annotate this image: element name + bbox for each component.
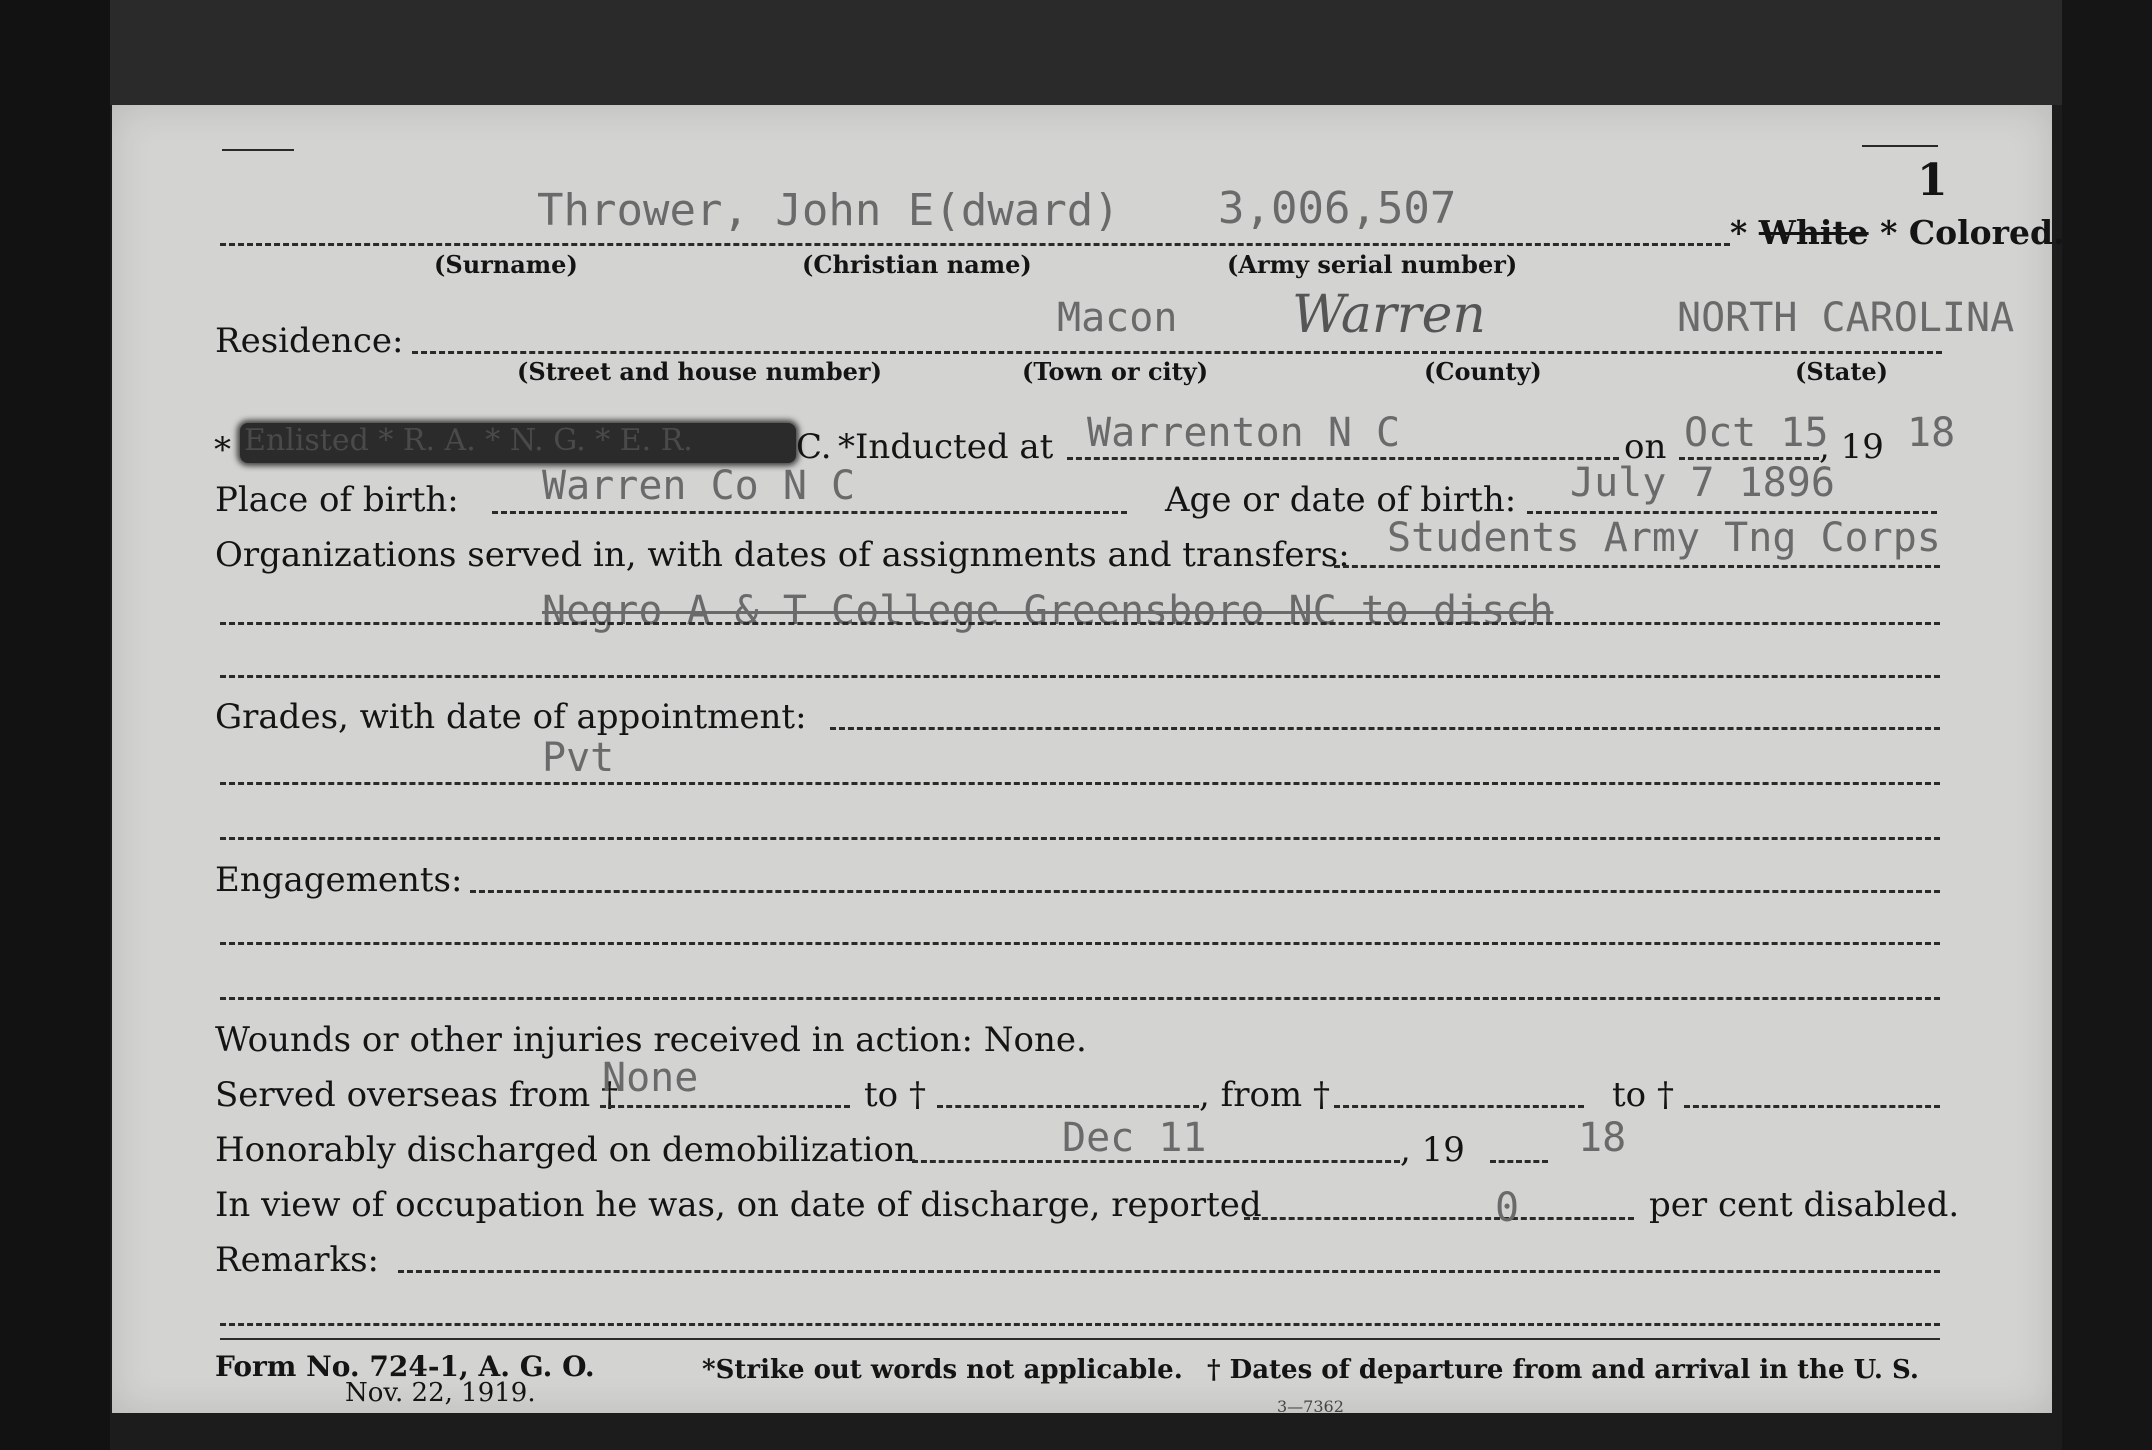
redacted-options-text: Enlisted * R. A. * N. G. * E. R. [244,423,693,458]
overseas-label: Served overseas from † [215,1075,619,1115]
organizations-value-line2: Negro A & T College Greensboro NC to disch [542,588,1554,634]
disability-label: In view of occupation he was, on date of discharge, reported [215,1185,1262,1225]
induction-year-prefix: , 19 [1819,427,1884,467]
discharge-year-prefix: , 19 [1400,1130,1465,1170]
serial-number-caption: (Army serial number) [1227,250,1518,279]
organizations-line3 [220,675,1940,678]
residence-state-value: NORTH CAROLINA [1677,295,2015,341]
county-caption: (County) [1424,357,1542,386]
discharge-label: Honorably discharged on demobilization [215,1130,916,1170]
discharge-year-value: 18 [1578,1115,1627,1161]
overseas-to-line-1 [937,1105,1199,1108]
overseas-from-line [600,1105,850,1108]
place-of-birth-line [492,511,1127,514]
induction-asterisk: * [214,430,231,470]
residence-line [412,351,1942,354]
residence-county-handwritten: Warren [1292,285,1486,345]
race-white-struck: White [1758,213,1869,252]
overseas-to-label-1: to † [864,1075,926,1115]
name-line [220,243,1730,246]
disability-line [1244,1217,1634,1220]
scan-backdrop-top [110,0,2062,105]
age-value: July 7 1896 [1570,460,1835,506]
age-line [1527,511,1937,514]
overseas-to-line-2 [1684,1105,1940,1108]
corner-rule-left [222,149,294,151]
organizations-value-line1: Students Army Tng Corps [1387,515,1941,561]
remarks-label: Remarks: [215,1240,379,1280]
christian-name-caption: (Christian name) [802,250,1032,279]
corner-rule-right [1862,145,1938,147]
remarks-line1 [398,1270,1940,1273]
age-label: Age or date of birth: [1165,480,1517,520]
induction-year-value: 18 [1907,410,1956,456]
induction-date-value: Oct 15 [1684,410,1829,456]
page-number: 1 [1917,155,1948,206]
engagements-line3 [220,997,1940,1000]
surname-caption: (Surname) [434,250,578,279]
on-label: on [1624,427,1667,467]
footer-rule [220,1338,1940,1340]
scan-backdrop-right [2062,0,2152,1450]
form-date: Nov. 22, 1919. [345,1378,536,1408]
name-value: Thrower, John E(dward) [537,185,1120,236]
disability-value: 0 [1495,1185,1520,1231]
race-options [1730,213,2065,252]
residence-label: Residence: [215,321,404,361]
race-asterisk: * [1730,213,1748,252]
redacted-enlistment-options [240,423,796,463]
discharge-date-line [912,1160,1400,1163]
place-of-birth-label: Place of birth: [215,480,459,520]
overseas-to-label-2: to † [1612,1075,1674,1115]
race-colored: * Colored. [1880,213,2065,252]
overseas-from-label-2: , from † [1199,1075,1330,1115]
induction-c-suffix: C. [796,427,832,467]
street-caption: (Street and house number) [517,357,882,386]
discharge-date-value: Dec 11 [1062,1115,1207,1161]
overseas-from-line-2 [1334,1105,1584,1108]
strike-out-note: *Strike out words not applicable. [702,1355,1183,1385]
engagements-label: Engagements: [215,860,463,900]
scan-backdrop-left [0,0,110,1450]
residence-town-value: Macon [1057,295,1178,341]
grades-line1 [830,727,1940,730]
grades-line3 [220,837,1940,840]
grades-value: Pvt [542,735,615,781]
service-record-card [112,105,2065,1416]
inducted-at-label: *Inducted at [838,427,1054,467]
engagements-line1 [470,890,1940,893]
state-caption: (State) [1795,357,1889,386]
wounds-label: Wounds or other injuries received in action: None. [215,1020,1087,1060]
place-of-birth-value: Warren Co N C [542,463,856,509]
print-code: 3—7362 [1277,1397,1344,1416]
organizations-line1 [1334,565,1940,568]
dagger-note: † Dates of departure from and arrival in the U. S. [1207,1355,1919,1385]
organizations-line2 [220,622,1940,625]
discharge-year-line [1490,1160,1548,1163]
inducted-at-value: Warrenton N C [1087,410,1401,456]
serial-number-value: 3,006,507 [1218,183,1457,234]
engagements-line2 [220,942,1940,945]
grades-label: Grades, with date of appointment: [215,697,807,737]
form-number: Form No. 724-1, A. G. O. [215,1350,595,1383]
remarks-line2 [220,1323,1940,1326]
inducted-at-line [1067,457,1619,460]
town-caption: (Town or city) [1022,357,1209,386]
overseas-value: None [602,1055,699,1101]
disability-suffix: per cent disabled. [1649,1185,1960,1225]
organizations-label: Organizations served in, with dates of assignments and transfers: [215,535,1350,575]
grades-line2 [220,782,1940,785]
